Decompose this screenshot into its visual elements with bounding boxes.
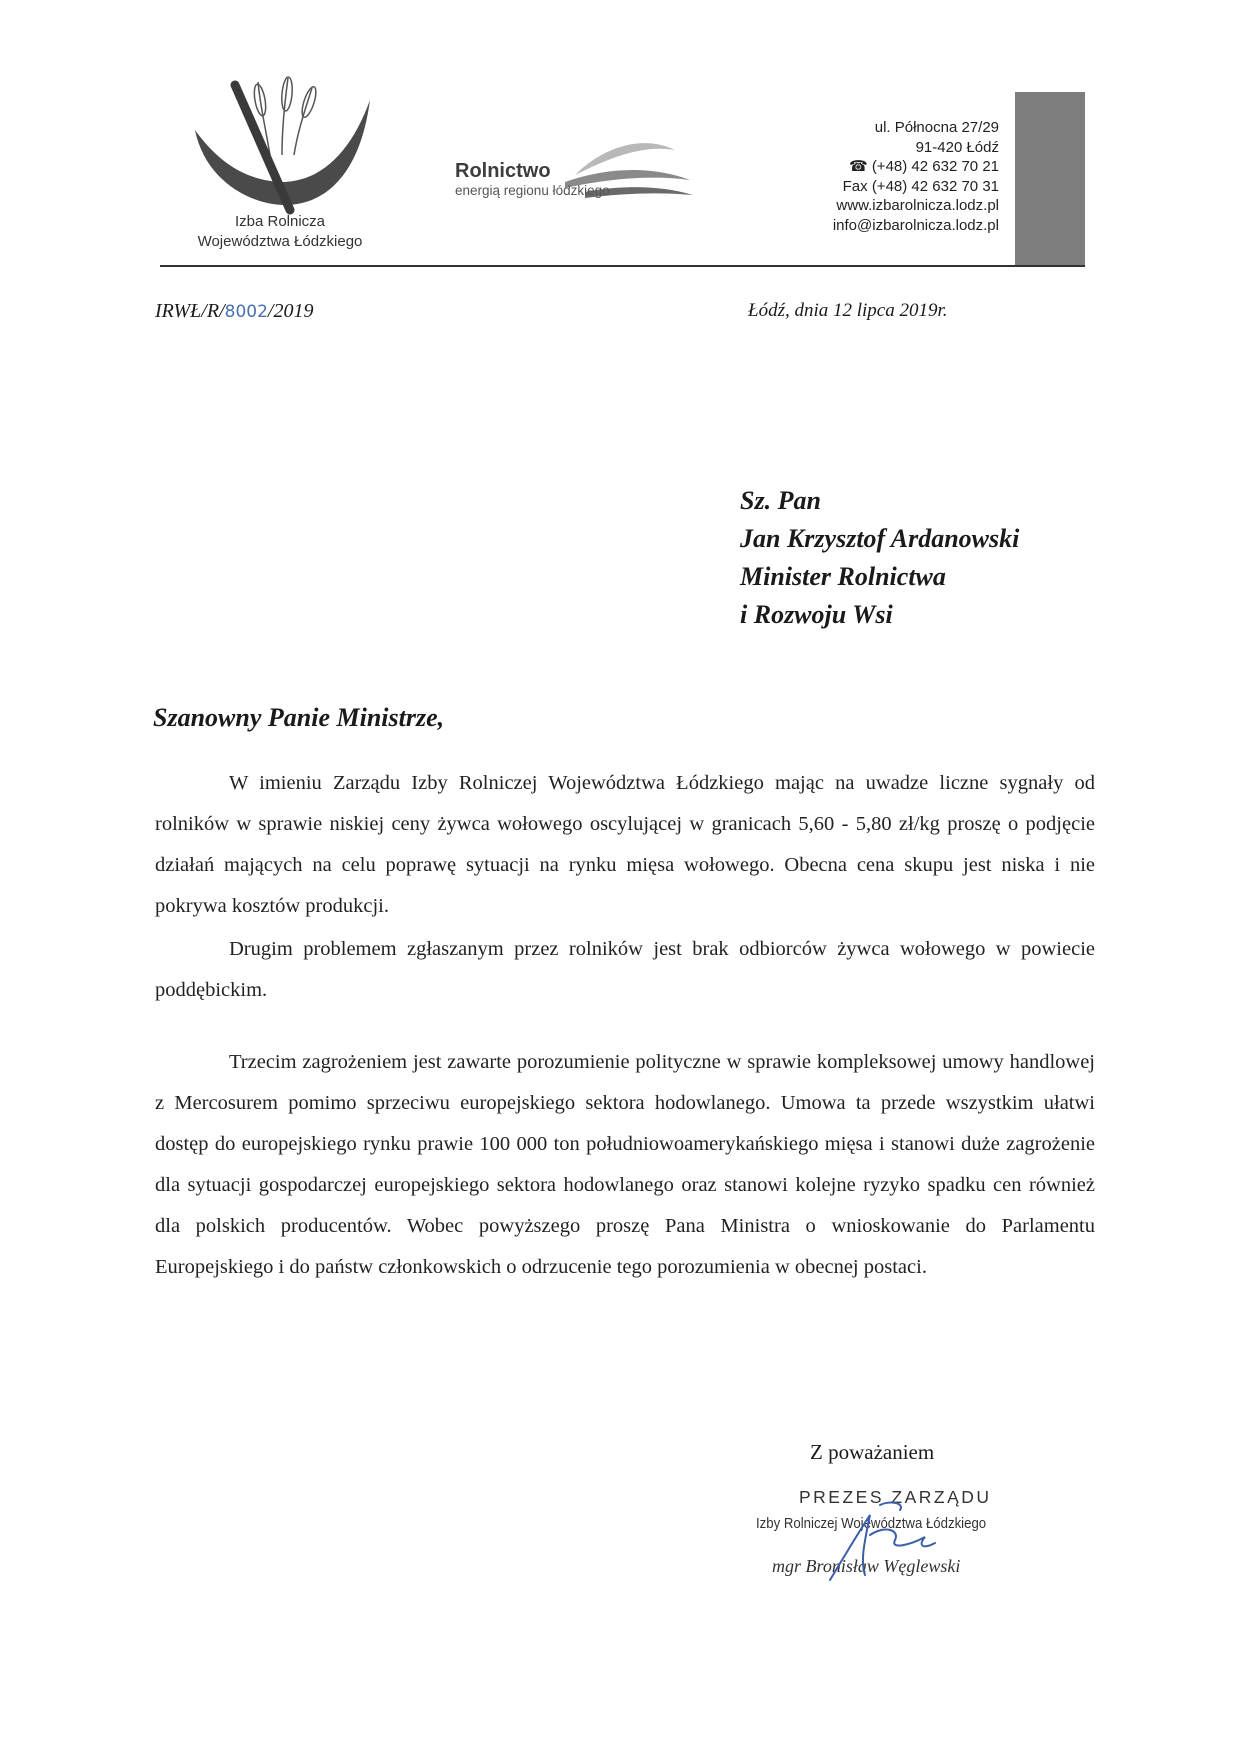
handwritten-signature — [810, 1495, 970, 1590]
addressee-line3: Minister Rolnictwa — [740, 562, 946, 591]
body-paragraph-2: Drugim problemem zgłaszanym przez rolników jest brak odbiorców żywca wołowego w powiecie poddębickim. — [155, 938, 1095, 1001]
signatory-org: Izby Rolniczej Województwa Łódzkiego — [756, 1515, 987, 1532]
contact-phone: (+48) 42 632 70 21 — [871, 158, 999, 175]
chamber-name-line2: Województwa Łódzkiego — [197, 233, 363, 250]
salutation: Szanowny Panie Ministrze, — [153, 703, 445, 732]
letterhead-gray-block — [1015, 92, 1085, 267]
chamber-name-line1: Izba Rolnicza — [234, 213, 326, 230]
letter-body — [155, 763, 1095, 1288]
phone-icon: ☎ — [848, 158, 868, 175]
contact-www: www.izbarolnicza.lodz.pl — [836, 197, 999, 214]
chamber-name — [160, 212, 400, 252]
signatory-title: PREZES ZARZĄDU — [799, 1487, 992, 1507]
signatory-name: mgr Bronisław Węglewski — [772, 1556, 961, 1576]
rolnictwo-logo — [455, 130, 695, 205]
addressee-block — [740, 482, 1019, 634]
reference-number — [155, 300, 313, 323]
addressee-line1: Sz. Pan — [740, 486, 821, 515]
closing-regards: Z poważaniem — [810, 1440, 935, 1464]
brand-word: Rolnictwo — [455, 160, 551, 182]
letterhead-divider — [160, 265, 1085, 267]
letter-date: Łódź, dnia 12 lipca 2019r. — [748, 300, 948, 321]
chamber-logo — [190, 70, 375, 220]
contact-city: 91-420 Łódź — [915, 138, 999, 156]
contact-street: ul. Północna 27/29 — [874, 119, 999, 136]
body-paragraph-1: W imieniu Zarządu Izby Rolniczej Województwa Łódzkiego mając na uwadze liczne sygnały od rolników w sprawie niskiej ceny żywca wołowego oscylującej w granicach 5,60 - 5,80 zł/kg proszę o podjęcie działań mających na celu poprawę sytuacji na rynku mięsa wołowego. Obecna cena skupu jest niska i nie pokrywa kosztów produkcji. — [155, 772, 1095, 917]
reference-handwritten: 8002 — [224, 302, 268, 322]
contact-block — [833, 118, 999, 235]
brand-tagline: energią regionu łódzkiego — [455, 183, 610, 198]
reference-prefix: IRWŁ/R/ — [155, 300, 225, 322]
reference-suffix: /2019 — [267, 300, 314, 322]
body-paragraph-3: Trzecim zagrożeniem jest zawarte porozumienie polityczne w sprawie kompleksowej umowy handlowej z Mercosurem pomimo sprzeciwu europejskiego sektora hodowlanego. Umowa ta przede wszystkim ułatwi dostęp do europejskiego rynku prawie 100 000 ton południowoamerykańskiego mięsa i stanowi duże zagrożenie dla sytuacji gospodarczej europejskiego sektora hodowlanego oraz stanowi kolejne ryzyko spadku cen również dla polskich producentów. Wobec powyższego proszę Pana Ministra o wnioskowanie do Parlamentu Europejskiego i do państw członkowskich o odrzucenie tego porozumienia w obecnej postaci. — [155, 1051, 1095, 1278]
addressee-line4: i Rozwoju Wsi — [740, 600, 893, 629]
contact-phone-row — [833, 157, 999, 177]
addressee-line2: Jan Krzysztof Ardanowski — [740, 524, 1020, 553]
contact-fax: Fax (+48) 42 632 70 31 — [842, 177, 999, 195]
contact-email: info@izbarolnicza.lodz.pl — [832, 216, 999, 234]
